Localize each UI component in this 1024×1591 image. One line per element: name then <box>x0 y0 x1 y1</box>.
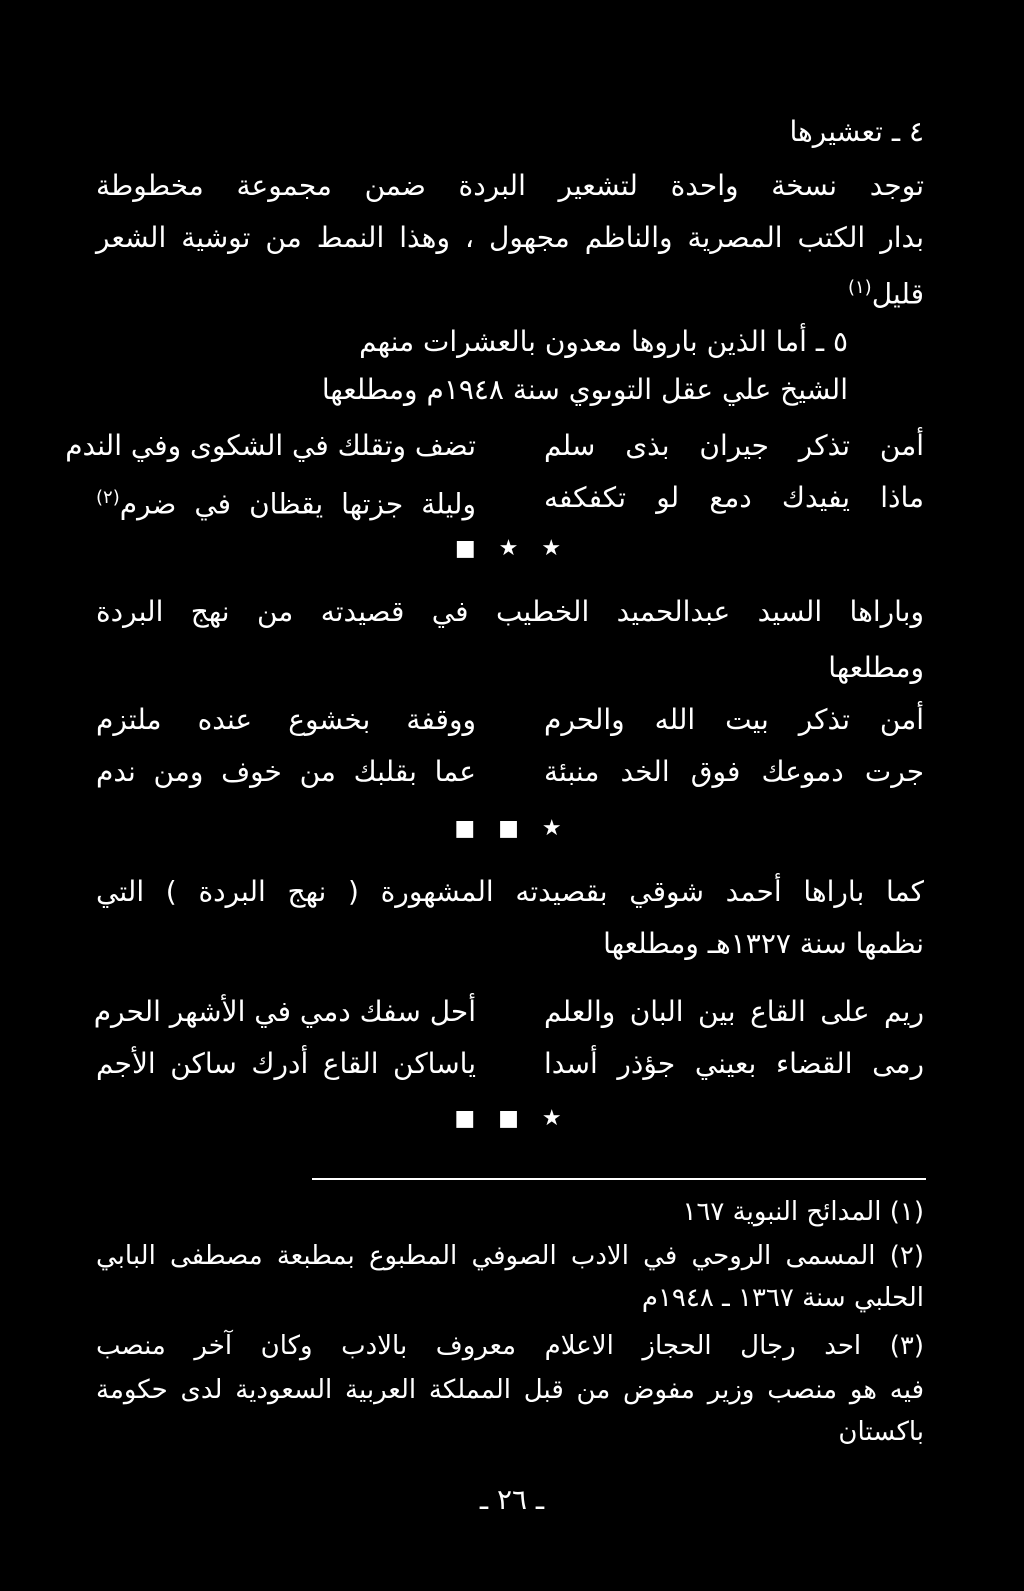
verse-first-hemistich: جرت دموعك فوق الخد منبئة <box>544 755 924 788</box>
verse-first-hemistich: أمن تذكر بيت الله والحرم <box>544 703 924 736</box>
footnote-3-cont-2: باكستان <box>838 1417 924 1447</box>
section-4-line-3: قليل$^{(١)}$ <box>847 277 924 311</box>
verse-first-hemistich: أمن تذكر جيران بذى سلم <box>544 429 924 462</box>
footnote-3-cont: فيه هو منصب وزير مفوض من قبل المملكة العربية السعودية لدى حكومة <box>96 1375 924 1405</box>
page-number: ـ ٢٦ ـ <box>479 1483 545 1516</box>
footnote-1: (١) المدائح النبوية ١٦٧ <box>682 1197 924 1227</box>
footnote-2-cont: الحلبي سنة ١٣٦٧ ـ ١٩٤٨م <box>641 1283 924 1313</box>
section-separator: ■ ★ ★ <box>454 536 570 561</box>
verse-second-hemistich: أحل سفك دمي في الأشهر الحرم <box>93 995 476 1028</box>
verse-second-hemistich: عما بقلبك من خوف ومن ندم <box>96 755 476 788</box>
verse-second-hemistich: ياساكن القاع أدرك ساكن الأجم <box>96 1047 476 1080</box>
footnote-ref: (١) <box>847 277 872 298</box>
poem-verse <box>93 992 924 1032</box>
section-4-heading: ٤ ـ تعشيرها <box>789 115 924 148</box>
khatib-line-2: ومطلعها <box>828 651 924 684</box>
footnote-2: (٢) المسمى الروحي في الادب الصوفي المطبوع بمطبعة مصطفى البابي <box>96 1241 925 1271</box>
verse-second-hemistich: تضف وتقلك في الشكوى وفي الندم <box>65 429 476 462</box>
poem-verse <box>96 700 924 740</box>
section-5-line-2: الشيخ علي عقل التوىوي سنة ١٩٤٨م ومطلعها <box>321 373 848 406</box>
verse-second-hemistich: ووقفة بخشوع عنده ملتزم <box>96 703 476 736</box>
section-separator: ■ ■ ★ <box>454 1106 570 1131</box>
section-4-line-2: بدار الكتب المصرية والناظم مجهول ، وهذا النمط من توشية الشعر <box>96 221 924 254</box>
verse-first-hemistich: رمى القضاء بعيني جؤذر أسدا <box>544 1047 924 1080</box>
section-separator: ■ ■ ★ <box>454 816 570 841</box>
verse-first-hemistich: ريم على القاع بين البان والعلم <box>544 995 924 1028</box>
poem-verse <box>96 478 924 521</box>
verse-first-hemistich: ماذا يفيدك دمع لو تكفكفه <box>544 481 924 514</box>
verse-second-hemistich: وليلة جزتها يقظان في ضرم$^{(٢)}$ <box>96 487 476 521</box>
poem-verse <box>65 426 924 466</box>
shawqi-line-2: نظمها سنة ١٣٢٧هـ ومطلعها <box>603 927 924 960</box>
section-4-line-1: توجد نسخة واحدة لتشعير البردة ضمن مجموعة مخطوطة <box>96 169 924 202</box>
footnote-divider <box>312 1178 926 1180</box>
shawqi-line-1: كما باراها أحمد شوقي بقصيدته المشهورة ( نهج البردة ) التي <box>96 875 924 908</box>
footnote-3: (٣) احد رجال الحجاز الاعلام معروف بالادب وكان آخر منصب <box>96 1331 925 1361</box>
poem-verse <box>96 752 924 792</box>
footnote-ref: (٢) <box>96 487 120 508</box>
khatib-line-1: وباراها السيد عبدالحميد الخطيب في قصيدته من نهج البردة <box>96 595 924 628</box>
poem-verse <box>96 1044 924 1084</box>
section-5-heading: ٥ ـ أما الذين باروها معدون بالعشرات منهم <box>359 325 848 358</box>
